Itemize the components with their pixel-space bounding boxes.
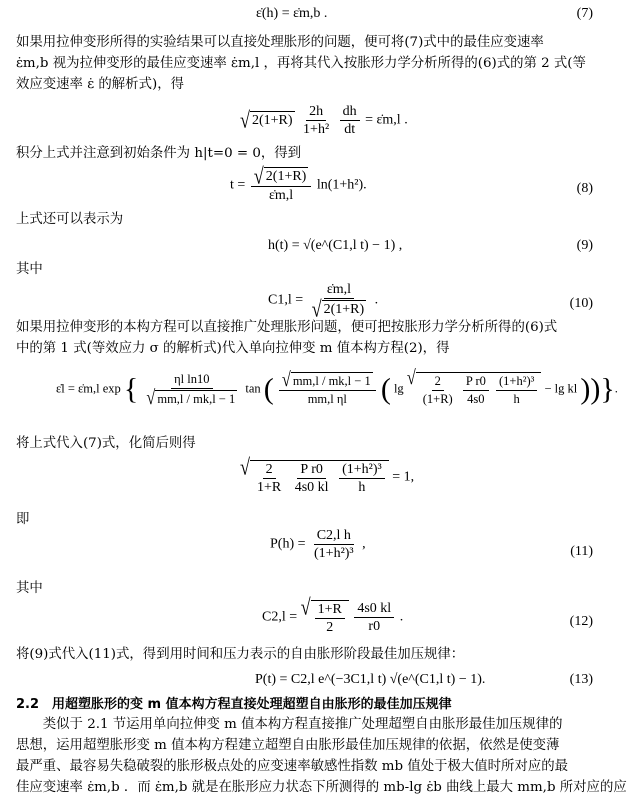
paragraph-1-line-2: ε̇m,b 视为拉伸变形的最佳应变速率 ε̇m,l ，再将其代入按胀形力学分析所得的(6)式的第 2 式(等 [16, 56, 586, 71]
equation-12-number: (12) [569, 614, 593, 629]
equation-7-number: (7) [576, 6, 593, 21]
equation-8-number: (8) [576, 181, 593, 196]
paper-page: ε̇(h) = ε̇m,b . (7) 如果用拉伸变形所得的实验结果可以直接处理胀形的问题，便可将(7)式中的最佳应变速率 ε̇m,b 视为拉伸变形的最佳应变速率 ε̇m,l ，再将其代入按胀形力学分析所得的(6)式的第 2 式(等 效应变速率 ε̇ 的解析式)，得 √ 2(1+R) $\frac{2h}{\text{1+h²}}$ $\frac{dh}{dt}$ = ε̇m,l . 积分上式并注意到初始条件为 h|t=0 = 0，得到 t = √ 2(1+R) ε̇m,l ln(1+h²). (8) 上式还可以表示为 h(t) = √(e^(C1,l t) − 1) , (9) 其中 C1,l = ε̇m,l √ 2(1+R) . (10) 如果用拉伸变形的本构方程可以直接推广处理胀形问题，便可把按胀形力学分析所得的(6)式 中的第 1 式(等效应力 σ 的解析式)代入单向拉伸变 m 值本构方程(2)，得 ε̇l = ε̇m,l exp { ηl ln10 √ mm,l / mk,l − 1 tan ( √ mm,l / mk,l − 1 mm,l ηl ( lg √ $\frac{2}{(1+R)}$ $\frac{\text{P r0}}{4s0}$ $\frac{\text{(1+h²)³}}{h}$ − lg kl ))}. 将上式代入(7)式，化简后则得 √ $\frac{2}{1+R}$ $\frac{\text{P r0}}{4s0 kl}$ $\frac{\text{(1+h²)³}}{h}$ = 1, 即 P(h) = $\frac{\text{C2,l h}}{\text{(1+h²)³}}$ , (11) 其中 C2,l = √ $\frac{1+R}{2}$ $\frac{4s0 kl}{r0}$ . (12) 将(9)式代入(11)式，得到用时间和压力表示的自由胀形阶段最佳加压规律： P(t) = C2,l e^(−3C1,l t) √(e^(C1,l t) − 1). (13) 2.2 用超塑胀形的变 m 值本构方程直接处理超塑自由胀形的最佳加压规律 类似于 2.1 节运用单向拉伸变 m 值本构方程直接推广处理超塑自由胀形最佳加压规律的 思想，运用超塑胀形变 m 值本构方程建立超塑自由胀形最佳加压规律的依据，依然是使变薄 最严重、最容易失稳破裂的胀形极点处的应变速率敏感性指数 mb 值处于极大值时所对应的最 佳应变速率 ε̇m,b ．而 ε̇m,b 就是在胀形应力状态下所测得的 mb-lg ε̇b 曲线上最大 mm,b 所对应的应 [0, 0, 609, 803]
equation-9-number: (9) [576, 238, 593, 253]
fraction: $\frac{2h}{\text{1+h²}}$ [303, 104, 330, 137]
paragraph-1-line-3: 效应变速率 ε̇ 的解析式)，得 [16, 77, 184, 92]
paragraph-7: 即 [16, 512, 30, 527]
equation-7-body: ε̇(h) = ε̇m,b . [256, 6, 328, 21]
paragraph-1-line-1: 如果用拉伸变形所得的实验结果可以直接处理胀形的问题，便可将(7)式中的最佳应变速率 [16, 35, 544, 50]
equation-10-number: (10) [569, 296, 593, 311]
paragraph-1 [16, 32, 594, 95]
paragraph-10: 类似于 2.1 节运用单向拉伸变 m 值本构方程直接推广处理超塑自由胀形最佳加压规律的 思想，运用超塑胀形变 m 值本构方程建立超塑自由胀形最佳加压规律的依据，依然是使变薄 最严重、最容易失稳破裂的胀形极点处的应变速率敏感性指数 mb 值处于极大值时所对应的最 佳应变速率 ε̇m,b ．而 ε̇m,b 就是在胀形应力状态下所测得的 mb-lg ε̇b 曲线上最大 mm,b 所对应的应 [16, 717, 627, 795]
paragraph-4: 其中 [16, 262, 43, 277]
paragraph-8: 其中 [16, 581, 43, 596]
paragraph-2: 积分上式并注意到初始条件为 h|t=0 = 0，得到 [16, 146, 302, 161]
equation-13-number: (13) [569, 672, 593, 687]
paragraph-6: 将上式代入(7)式，化简后则得 [16, 436, 196, 451]
paragraph-9: 将(9)式代入(11)式，得到用时间和压力表示的自由胀形阶段最佳加压规律： [16, 647, 465, 662]
paragraph-3: 上式还可以表示为 [16, 212, 124, 227]
section-heading: 2.2 用超塑胀形的变 m 值本构方程直接处理超塑自由胀形的最佳加压规律 [16, 697, 452, 712]
fraction: $\frac{dh}{dt}$ [340, 104, 360, 137]
paragraph-5: 如果用拉伸变形的本构方程可以直接推广处理胀形问题，便可把按胀形力学分析所得的(6)式 中的第 1 式(等效应力 σ 的解析式)代入单向拉伸变 m 值本构方程(2)，得 [16, 320, 558, 356]
sqrt-term: √ 2(1+R) [240, 107, 293, 133]
equation-11-number: (11) [570, 544, 593, 559]
